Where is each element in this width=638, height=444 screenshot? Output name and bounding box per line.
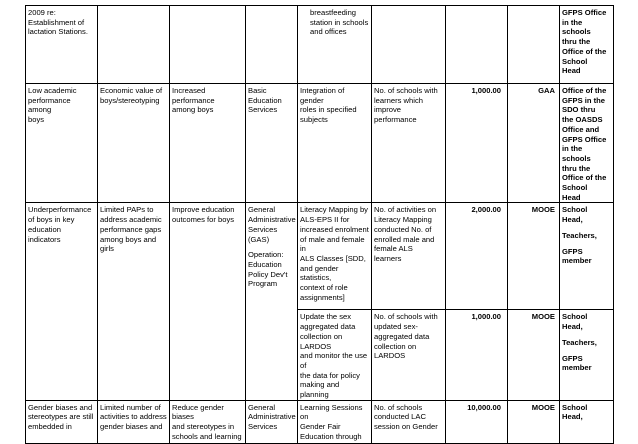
activity-cell: breastfeeding station in schools and offices xyxy=(298,6,372,84)
activity-cell: Update the sex aggregated data collection on LARDOS and monitor the use of the data for policy making and planning xyxy=(298,310,372,400)
responsible-head-text: School Head, xyxy=(562,205,588,225)
indicator-cell: No. of activities on Literacy Mapping conducted No. of enrolled male and female ALS learners xyxy=(372,203,446,310)
responsible-teachers-text: Teachers, xyxy=(562,230,597,240)
table-row xyxy=(26,400,614,443)
program-name-text: General Administrative Services (GAS) xyxy=(248,205,296,244)
responsible-teachers-text: Teachers, xyxy=(562,337,597,347)
objective-cell: Reduce gender biases and stereotypes in schools and learning xyxy=(170,400,246,443)
budget-cell: 2,000.00 xyxy=(446,203,508,310)
table-row xyxy=(26,84,614,203)
objective-cell: Improve education outcomes for boys xyxy=(170,203,246,400)
budget-cell: 1,000.00 xyxy=(446,310,508,400)
table-row xyxy=(26,203,614,310)
responsible-gfps-text: GFPS member xyxy=(562,246,592,266)
indicator-cell xyxy=(372,6,446,84)
program-operation-text: Operation: Education Policy Dev't Program xyxy=(248,250,288,289)
activity-cell: Integration of gender roles in specified subjects xyxy=(298,84,372,203)
program-cell: Basic Education Services xyxy=(246,84,298,203)
cause-cell: Limited PAPs to address academic performance gaps among boys and girls xyxy=(98,203,170,400)
gender-issue-cell: Gender biases and stereotypes are still embedded in xyxy=(26,400,98,443)
cause-cell: Economic value of boys/stereotyping xyxy=(98,84,170,203)
gender-issue-cell: Low academic performance among boys xyxy=(26,84,98,203)
responsible-cell: Office of the GFPS in the SDO thru the OASDS Office and GFPS Office in the schools thru the Office of the School Head xyxy=(560,84,614,203)
responsible-cell xyxy=(560,203,614,310)
budget-cell xyxy=(446,6,508,84)
responsible-cell: School Head, xyxy=(560,400,614,443)
objective-cell xyxy=(170,6,246,84)
gad-plan-table xyxy=(25,5,614,444)
indicator-cell: No. of schools with learners which improve performance xyxy=(372,84,446,203)
gender-issue-cell: 2009 re: Establishment of lactation Stations. xyxy=(26,6,98,84)
program-cell xyxy=(246,6,298,84)
gender-issue-cell: Underperformance of boys in key education indicators xyxy=(26,203,98,400)
table-row xyxy=(26,6,614,84)
program-cell xyxy=(246,203,298,400)
source-cell: MOOE xyxy=(508,400,560,443)
source-cell: MOOE xyxy=(508,203,560,310)
program-cell: General Administrative Services xyxy=(246,400,298,443)
indicator-cell: No. of schools conducted LAC session on Gender xyxy=(372,400,446,443)
responsible-cell: GFPS Office in the schools thru the Office of the School Head xyxy=(560,6,614,84)
indicator-cell: No. of schools with updated sex- aggregated data collection on LARDOS xyxy=(372,310,446,400)
budget-cell: 1,000.00 xyxy=(446,84,508,203)
activity-cell: Literacy Mapping by ALS-EPS II for increased enrolment of male and female in ALS Classes [SDD, and gender statistics, context of role assignments] xyxy=(298,203,372,310)
source-cell: GAA xyxy=(508,84,560,203)
source-cell xyxy=(508,6,560,84)
budget-cell: 10,000.00 xyxy=(446,400,508,443)
responsible-cell xyxy=(560,310,614,400)
activity-cell: Learning Sessions on Gender Fair Education through xyxy=(298,400,372,443)
objective-cell: Increased performance among boys xyxy=(170,84,246,203)
cause-cell xyxy=(98,6,170,84)
source-cell: MOOE xyxy=(508,310,560,400)
responsible-head-text: School Head, xyxy=(562,312,588,332)
responsible-gfps-text: GFPS member xyxy=(562,353,592,373)
cause-cell: Limited number of activities to address gender biases and xyxy=(98,400,170,443)
